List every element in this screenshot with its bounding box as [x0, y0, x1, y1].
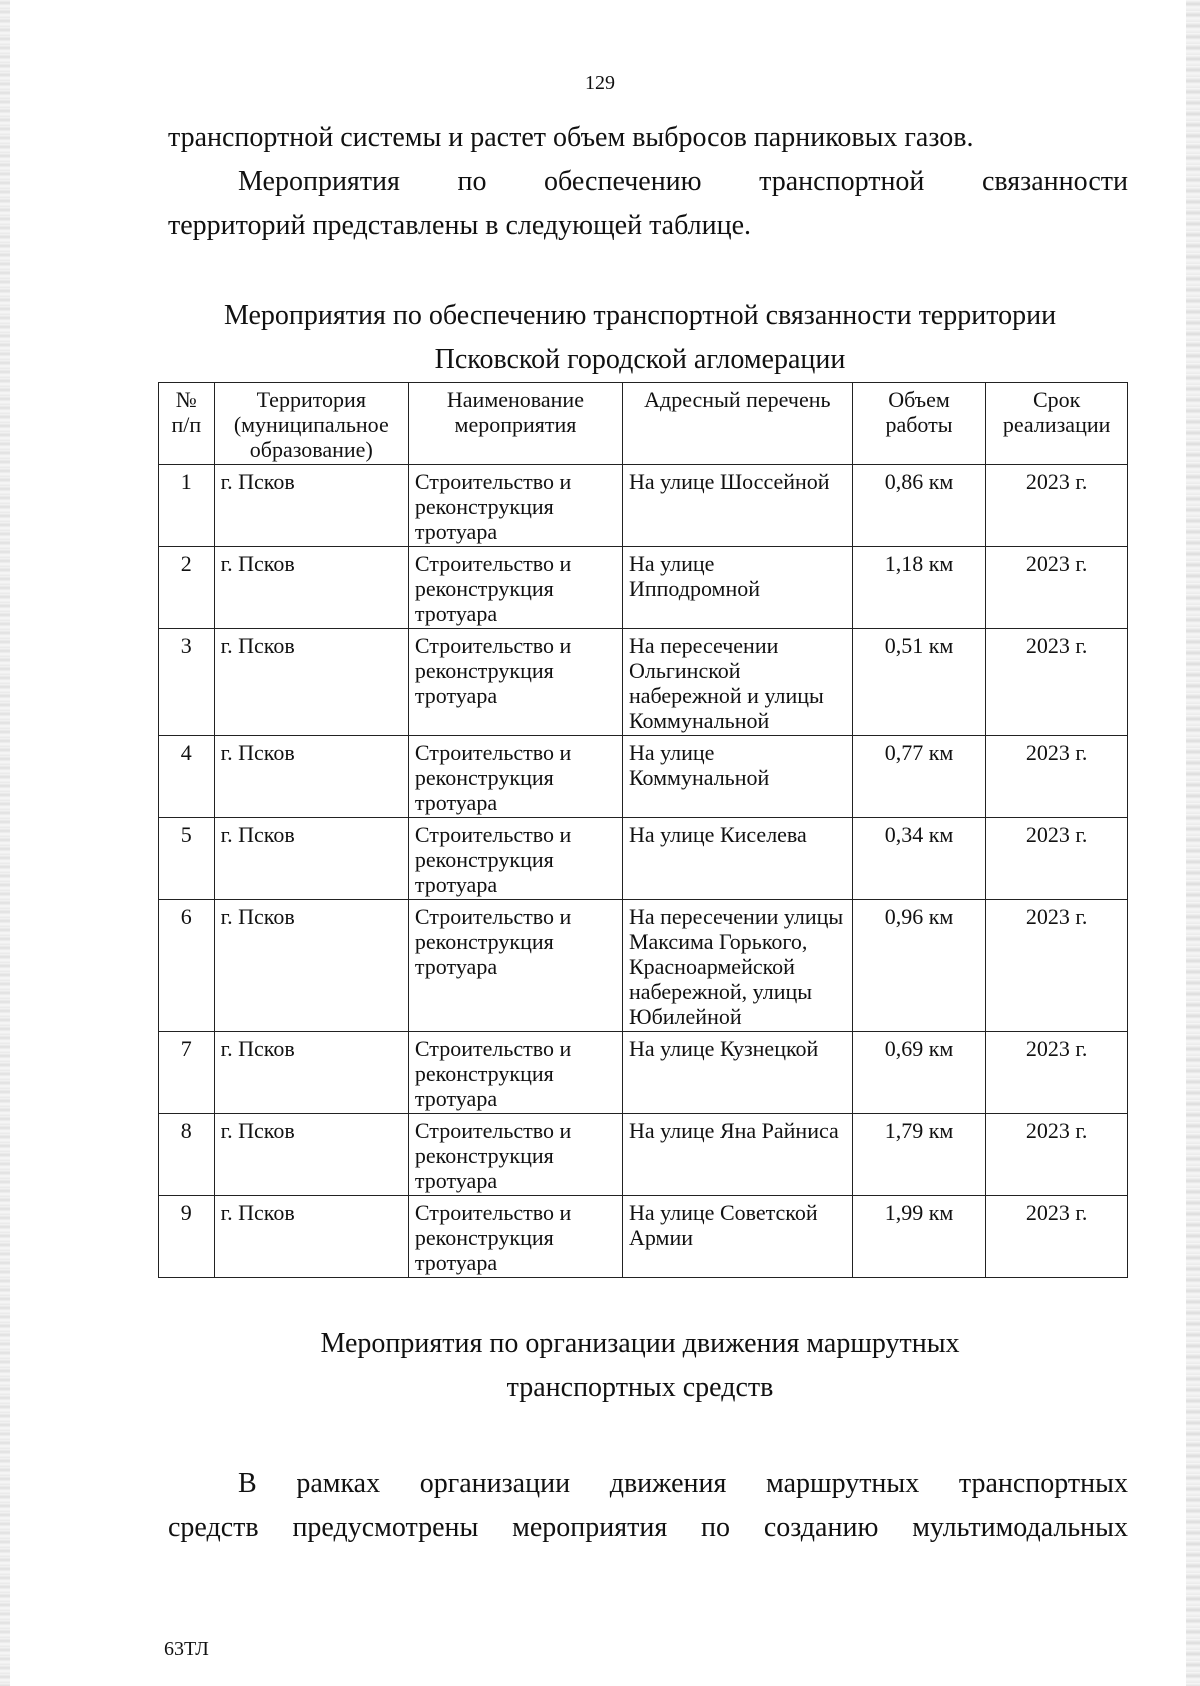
- cell-num: 5: [159, 818, 215, 900]
- header-territory: Территория (муниципальное образование): [214, 383, 408, 465]
- cell-name: Строительство и реконструкция тротуара: [408, 736, 622, 818]
- measures-table: [158, 382, 1128, 1278]
- footer-code: 63ТЛ: [164, 1638, 209, 1660]
- cell-volume: 0,34 км: [852, 818, 986, 900]
- table-title-line-2: Псковской городской агломерации: [434, 344, 846, 375]
- cell-name: Строительство и реконструкция тротуара: [408, 547, 622, 629]
- cell-address: На улице Шоссейной: [622, 465, 852, 547]
- intro-word: Мероприятия: [238, 166, 400, 197]
- cell-term: 2023 г.: [986, 900, 1128, 1032]
- cell-num: 1: [159, 465, 215, 547]
- final-line-2: [168, 1506, 1128, 1550]
- cell-address: На улице Яна Райниса: [622, 1114, 852, 1196]
- cell-num: 7: [159, 1032, 215, 1114]
- final-line-1: [168, 1462, 1128, 1506]
- table-header-row: [159, 383, 1128, 465]
- final-word: движения: [609, 1468, 727, 1499]
- header-name: Наименование мероприятия: [408, 383, 622, 465]
- cell-volume: 0,77 км: [852, 736, 986, 818]
- header-term: Срок реализации: [986, 383, 1128, 465]
- cell-num: 8: [159, 1114, 215, 1196]
- cell-name: Строительство и реконструкция тротуара: [408, 465, 622, 547]
- section-heading: [150, 1322, 1130, 1410]
- cell-territory: г. Псков: [214, 465, 408, 547]
- cell-name: Строительство и реконструкция тротуара: [408, 900, 622, 1032]
- final-word: по: [701, 1512, 731, 1543]
- cell-address: На улице Советской Армии: [622, 1196, 852, 1278]
- final-word: маршрутных: [766, 1468, 920, 1499]
- final-word: В: [238, 1468, 257, 1499]
- cell-num: 9: [159, 1196, 215, 1278]
- section-heading-line-2: транспортных средств: [506, 1372, 774, 1403]
- cell-name: Строительство и реконструкция тротуара: [408, 629, 622, 736]
- cell-name: Строительство и реконструкция тротуара: [408, 1196, 622, 1278]
- cell-term: 2023 г.: [986, 465, 1128, 547]
- final-word: организации: [419, 1468, 571, 1499]
- cell-address: На пересечении улицы Максима Горького, Красноармейской набережной, улицы Юбилейной: [622, 900, 852, 1032]
- intro-word: транспортной: [759, 166, 925, 197]
- scan-edge-left: [0, 0, 10, 1686]
- cell-address: На улице Ипподромной: [622, 547, 852, 629]
- cell-term: 2023 г.: [986, 547, 1128, 629]
- cell-territory: г. Псков: [214, 818, 408, 900]
- cell-territory: г. Псков: [214, 736, 408, 818]
- table-title: [150, 294, 1130, 382]
- final-word: транспортных: [958, 1468, 1128, 1499]
- cell-volume: 0,69 км: [852, 1032, 986, 1114]
- final-word: средств: [168, 1512, 259, 1543]
- final-word: мероприятия: [512, 1512, 668, 1543]
- final-word: предусмотрены: [292, 1512, 479, 1543]
- cell-term: 2023 г.: [986, 1196, 1128, 1278]
- cell-address: На пересечении Ольгинской набережной и улицы Коммунальной: [622, 629, 852, 736]
- table-row: [159, 1032, 1128, 1114]
- cell-name: Строительство и реконструкция тротуара: [408, 818, 622, 900]
- cell-term: 2023 г.: [986, 818, 1128, 900]
- cell-num: 4: [159, 736, 215, 818]
- cell-term: 2023 г.: [986, 1032, 1128, 1114]
- cell-territory: г. Псков: [214, 1032, 408, 1114]
- header-address: Адресный перечень: [622, 383, 852, 465]
- cell-territory: г. Псков: [214, 900, 408, 1032]
- page-number: 129: [585, 72, 615, 94]
- cell-num: 2: [159, 547, 215, 629]
- cell-territory: г. Псков: [214, 1114, 408, 1196]
- intro-line-2: [168, 160, 1128, 204]
- final-word: рамках: [296, 1468, 381, 1499]
- header-volume: Объем работы: [852, 383, 986, 465]
- section-heading-line-1: Мероприятия по организации движения маршрутных: [320, 1328, 960, 1359]
- final-word: мультимодальных: [912, 1512, 1128, 1543]
- header-num: № п/п: [159, 383, 215, 465]
- intro-line-3: территорий представлены в следующей таблице.: [168, 210, 751, 241]
- table-row: [159, 547, 1128, 629]
- intro-word: обеспечению: [544, 166, 702, 197]
- table-row: [159, 465, 1128, 547]
- table-row: [159, 900, 1128, 1032]
- final-word: созданию: [763, 1512, 879, 1543]
- table-row: [159, 1114, 1128, 1196]
- table-row: [159, 1196, 1128, 1278]
- scan-edge-right: [1186, 0, 1200, 1686]
- intro-line-1: транспортной системы и растет объем выбросов парниковых газов.: [168, 122, 974, 153]
- cell-volume: 1,99 км: [852, 1196, 986, 1278]
- cell-territory: г. Псков: [214, 547, 408, 629]
- cell-term: 2023 г.: [986, 736, 1128, 818]
- cell-volume: 0,51 км: [852, 629, 986, 736]
- table-title-line-1: Мероприятия по обеспечению транспортной связанности территории: [223, 300, 1057, 331]
- cell-territory: г. Псков: [214, 1196, 408, 1278]
- intro-word: по: [457, 166, 487, 197]
- cell-term: 2023 г.: [986, 1114, 1128, 1196]
- cell-volume: 1,79 км: [852, 1114, 986, 1196]
- cell-address: На улице Кузнецкой: [622, 1032, 852, 1114]
- cell-num: 6: [159, 900, 215, 1032]
- cell-volume: 1,18 км: [852, 547, 986, 629]
- cell-volume: 0,86 км: [852, 465, 986, 547]
- final-paragraph: [168, 1462, 1128, 1550]
- cell-name: Строительство и реконструкция тротуара: [408, 1114, 622, 1196]
- cell-territory: г. Псков: [214, 629, 408, 736]
- intro-paragraph: [168, 116, 1128, 248]
- table-row: [159, 736, 1128, 818]
- cell-num: 3: [159, 629, 215, 736]
- cell-address: На улице Киселева: [622, 818, 852, 900]
- table-row: [159, 629, 1128, 736]
- cell-term: 2023 г.: [986, 629, 1128, 736]
- cell-address: На улице Коммунальной: [622, 736, 852, 818]
- table-row: [159, 818, 1128, 900]
- cell-volume: 0,96 км: [852, 900, 986, 1032]
- intro-word: связанности: [982, 166, 1128, 197]
- cell-name: Строительство и реконструкция тротуара: [408, 1032, 622, 1114]
